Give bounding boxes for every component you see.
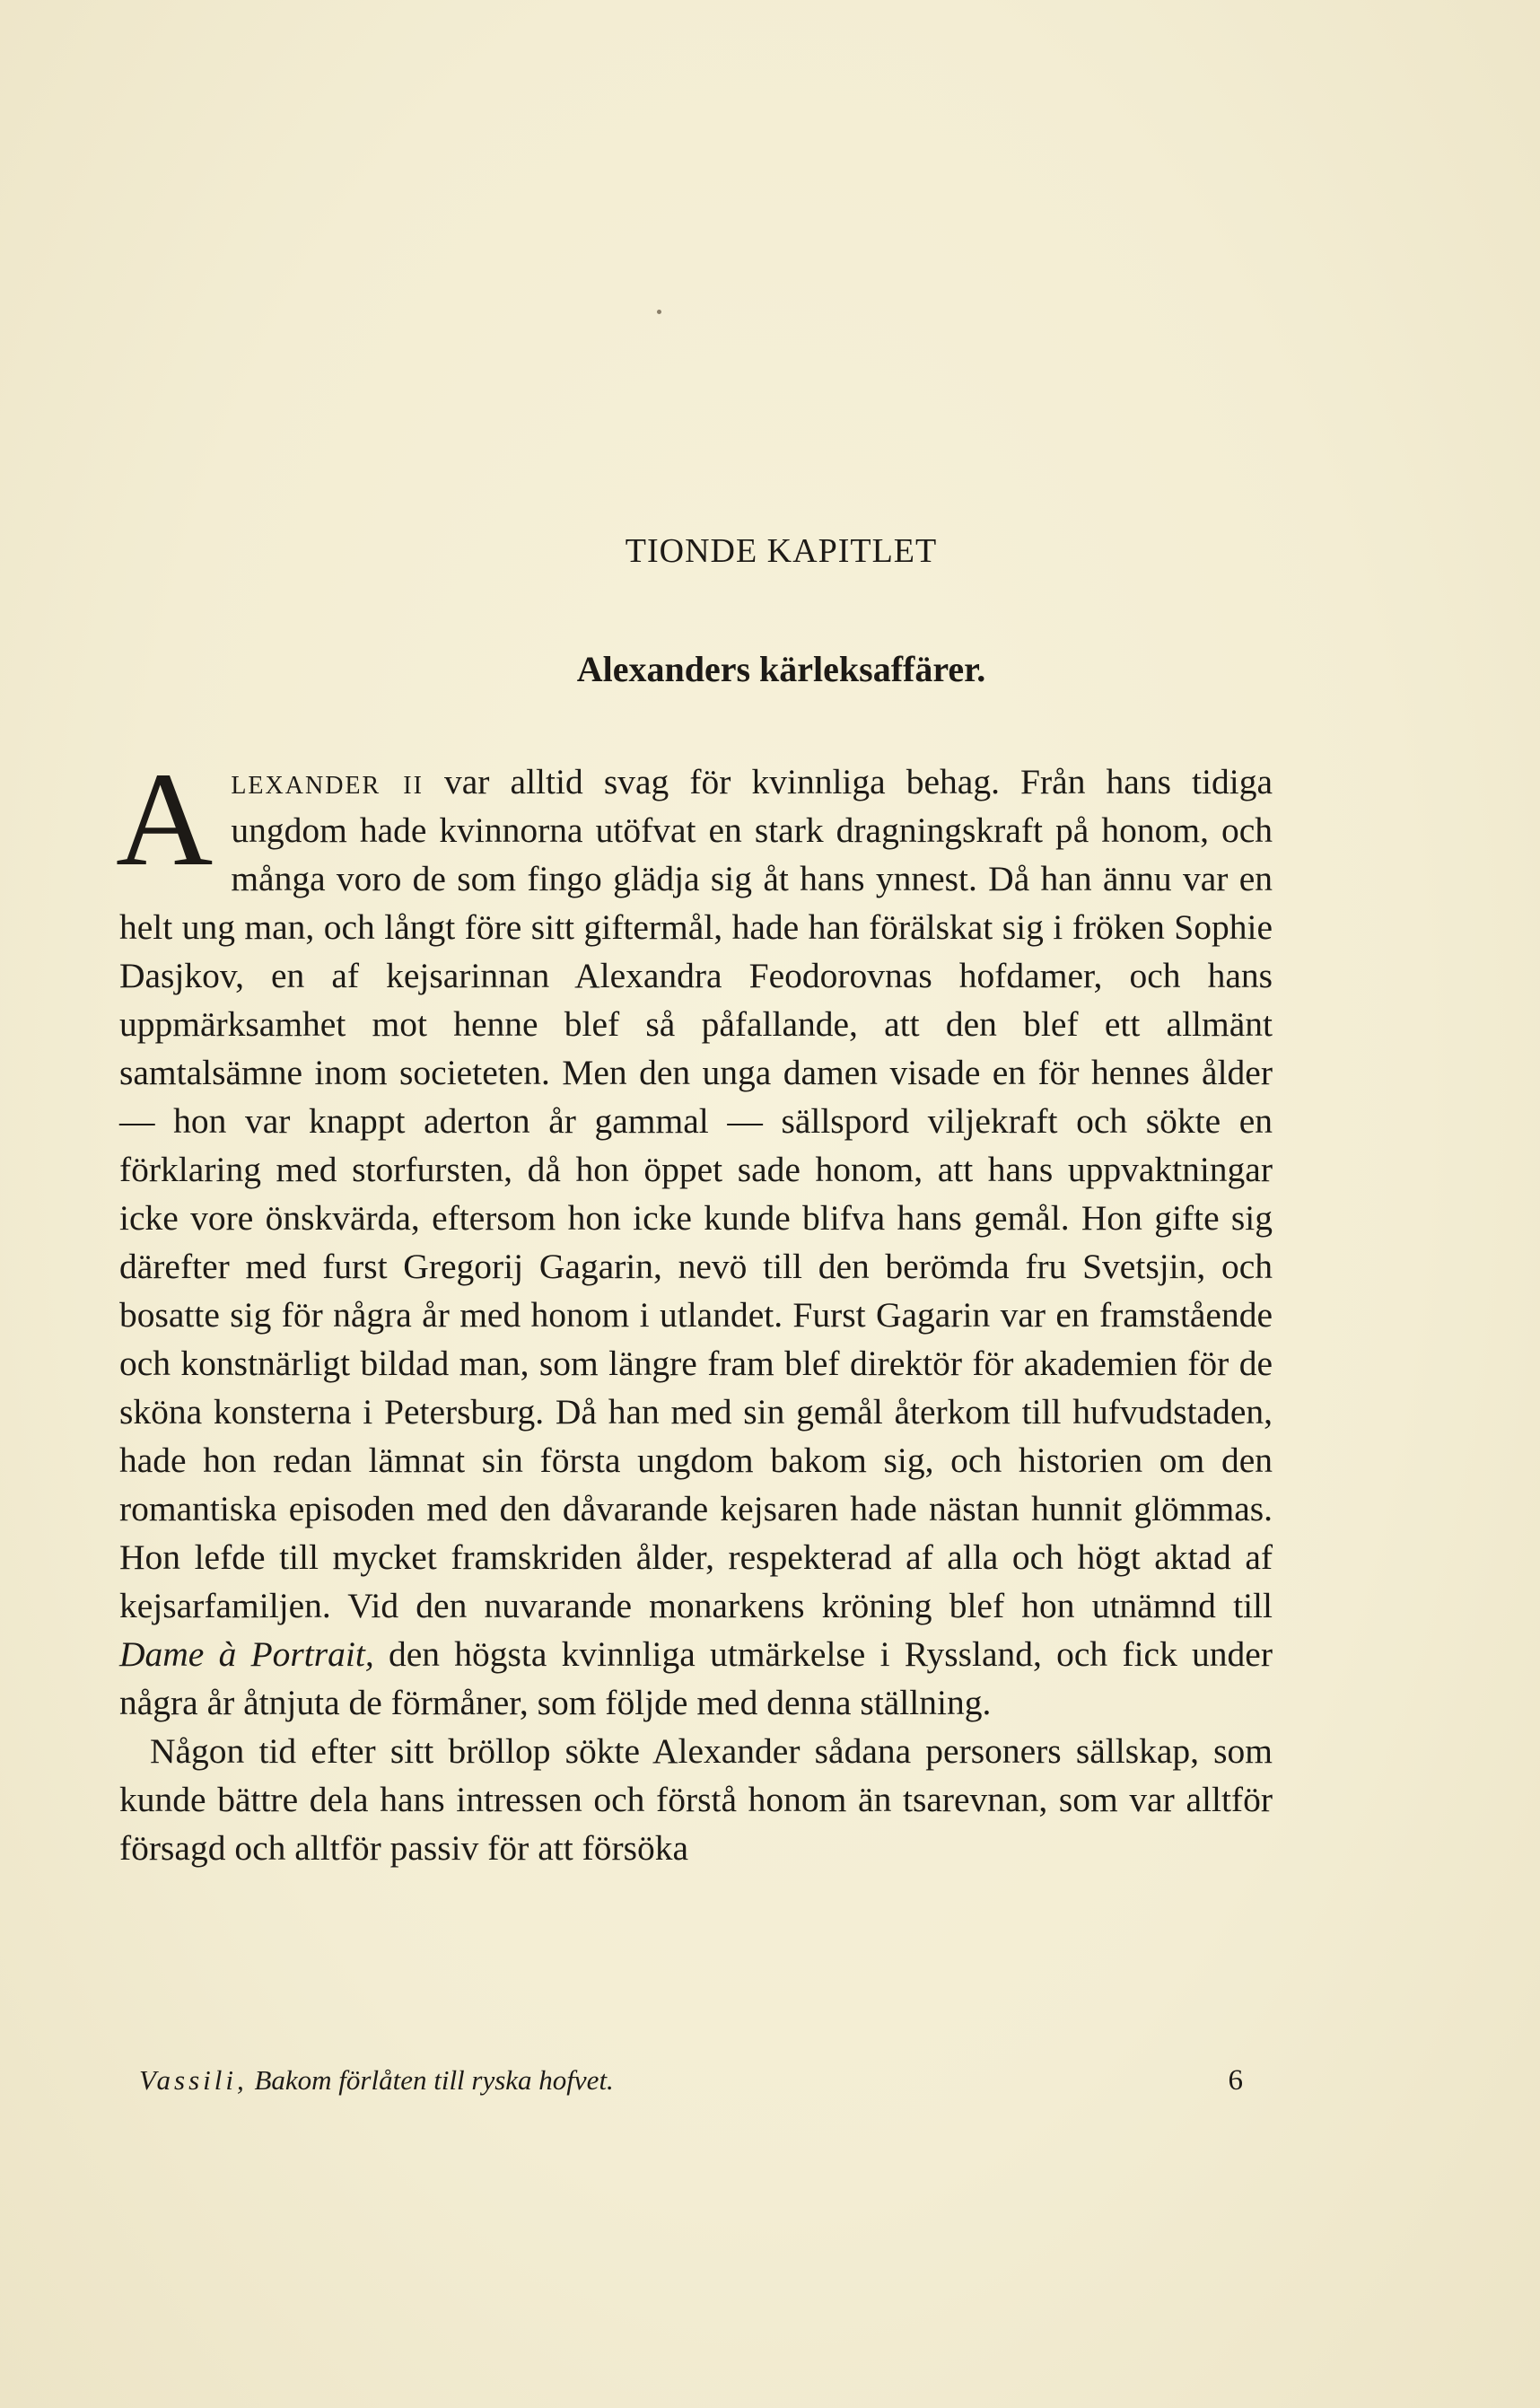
paper-speck xyxy=(657,310,661,314)
footer-citation xyxy=(139,2064,614,2096)
footer-author: Vassili, xyxy=(139,2064,248,2096)
page-number: 6 xyxy=(1228,2064,1243,2097)
body-text xyxy=(116,745,1273,1872)
chapter-title: Alexanders kärleksaffärer. xyxy=(576,649,986,689)
lead-smallcaps: lexander ii xyxy=(231,762,424,801)
chapter-heading: TIONDE KAPITLET xyxy=(625,532,938,570)
paragraph-1-text-end: den högsta kvinnliga utmärkelse i Ryssland, och fick under några år åtnjuta de förmåner, som följde med denna ställning. xyxy=(119,1634,1273,1722)
paragraph-1-text: var alltid svag för kvinnliga behag. Från hans tidiga ungdom hade kvinnorna utöfvat en stark dragningskraft på honom, och många voro de som fingo glädja sig åt hans ynnest. Då han ännu var en helt ung man, och långt före sitt giftermål, hade han förälskat sig i fröken Sophie Dasjkov, en af kejsarinnan Alexandra Feodorovnas hofdamer, och hans uppmärksamhet mot henne blef så påfallande, att den blef ett allmänt samtalsämne inom societeten. Men den unga damen visade en för hennes ålder — hon var knappt aderton år gammal — sällspord viljekraft och sökte en förklaring med storfursten, då hon öppet sade honom, att hans uppvaktningar icke vore önskvärda, eftersom hon icke kunde blifva hans gemål. Hon gifte sig därefter med furst Gregorij Gagarin, nevö till den berömda fru Svetsjin, och bosatte sig för några år med honom i utlandet. Furst Gagarin var en framstående och konstnärligt bildad man, som längre fram blef direktör för akademien för de sköna konsterna i Petersburg. Då han med sin gemål återkom till hufvudstaden, hade hon redan lämnat sin första ungdom bakom sig, och historien om den romantiska episoden med den dåvarande kejsaren hade nästan hunnit glömmas. Hon lefde till mycket framskriden ålder, respekterad af alla och högt aktad af kejsarfamiljen. Vid den nuvarande monarkens kröning blef hon utnämnd till xyxy=(119,762,1273,1625)
paragraph-1 xyxy=(116,745,1273,1727)
drop-cap: A xyxy=(116,745,214,894)
footer-book-title: Bakom förlåten till ryska hofvet. xyxy=(254,2064,614,2096)
paragraph-2: Någon tid efter sitt bröllop sökte Alexander sådana personers sällskap, som kunde bättre dela hans intressen och förstå honom än tsarevnan, som var alltför försagd och alltför passiv för att försöka xyxy=(119,1731,1273,1868)
paragraph-1-italic: Dame à Portrait, xyxy=(119,1634,374,1674)
page-footer xyxy=(139,2064,1243,2097)
